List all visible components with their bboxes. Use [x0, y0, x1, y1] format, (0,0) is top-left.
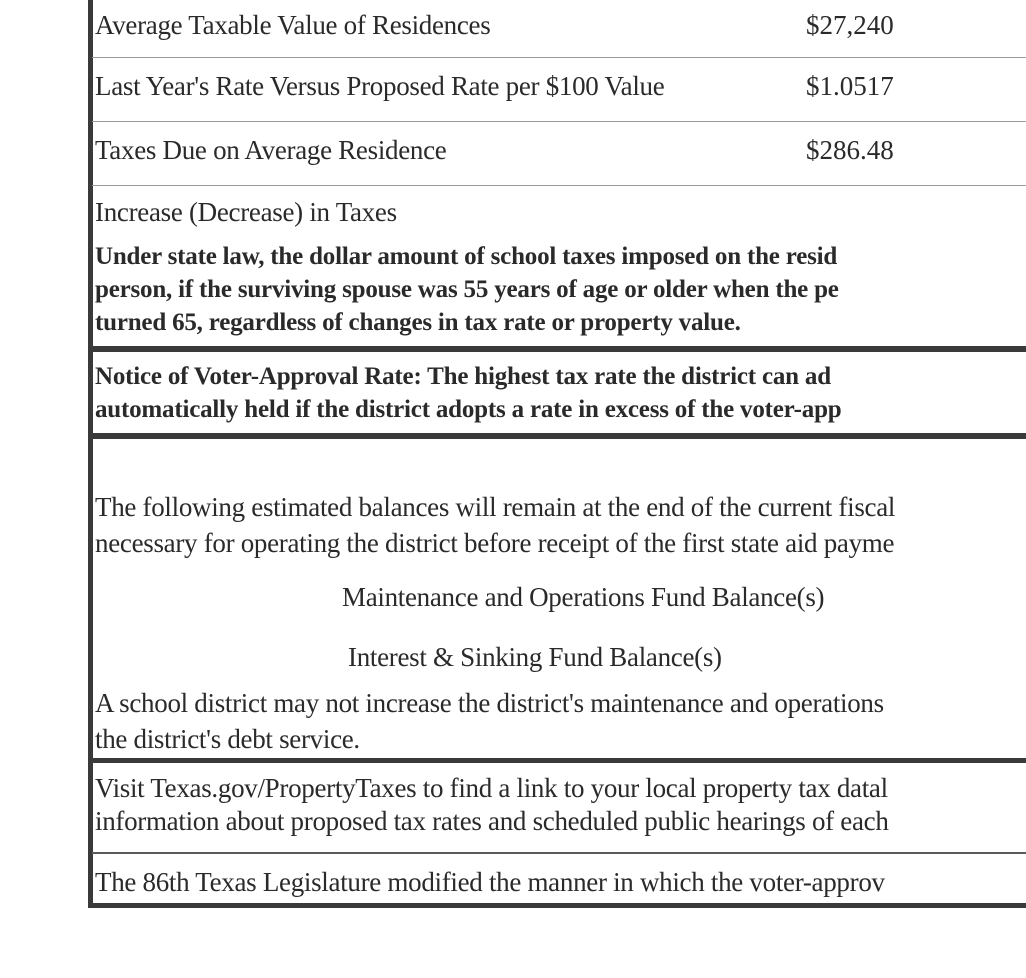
row-value-average-taxable-value: $27,240: [806, 10, 894, 40]
legislature-note: The 86th Texas Legislature modified the manner in which the voter-approv: [95, 867, 885, 897]
state-law-line-1: Under state law, the dollar amount of school taxes imposed on the resid: [95, 243, 838, 270]
row-value-taxes-due: $286.48: [806, 135, 894, 165]
state-law-line-2: person, if the surviving spouse was 55 years of age or older when the pe: [95, 276, 839, 303]
section-divider: [88, 346, 1026, 352]
section-divider: [88, 433, 1026, 439]
row-value-rate-comparison: $1.0517: [806, 71, 894, 101]
section-divider: [92, 852, 1026, 854]
row-label-taxes-due: Taxes Due on Average Residence: [95, 135, 447, 165]
section-divider: [88, 758, 1026, 763]
maintenance-operations-fund-balance: Maintenance and Operations Fund Balance(s): [342, 582, 825, 612]
visit-note-line-1: Visit Texas.gov/PropertyTaxes to find a link to your local property tax datal: [95, 773, 888, 803]
state-law-line-3: turned 65, regardless of changes in tax rate or property value.: [95, 309, 741, 336]
interest-sinking-fund-balance: Interest & Sinking Fund Balance(s): [348, 642, 722, 672]
voter-approval-line-1: Notice of Voter-Approval Rate: The highest tax rate the district can ad: [95, 363, 831, 390]
row-label-rate-comparison: Last Year's Rate Versus Proposed Rate per $100 Value: [95, 71, 665, 101]
school-district-note-line-2: the district's debt service.: [95, 724, 360, 754]
balances-intro-line-1: The following estimated balances will remain at the end of the current fiscal: [95, 492, 896, 522]
balances-intro-line-2: necessary for operating the district before receipt of the first state aid payme: [95, 528, 895, 558]
row-divider: [92, 185, 1026, 186]
row-divider: [92, 57, 1026, 58]
school-district-note-line-1: A school district may not increase the district's maintenance and operations: [95, 688, 884, 718]
visit-note-line-2: information about proposed tax rates and scheduled public hearings of each: [95, 806, 889, 836]
row-divider: [92, 121, 1026, 122]
row-label-average-taxable-value: Average Taxable Value of Residences: [95, 10, 491, 40]
increase-decrease-label: Increase (Decrease) in Taxes: [95, 197, 397, 227]
voter-approval-line-2: automatically held if the district adopts a rate in excess of the voter-app: [95, 396, 842, 423]
